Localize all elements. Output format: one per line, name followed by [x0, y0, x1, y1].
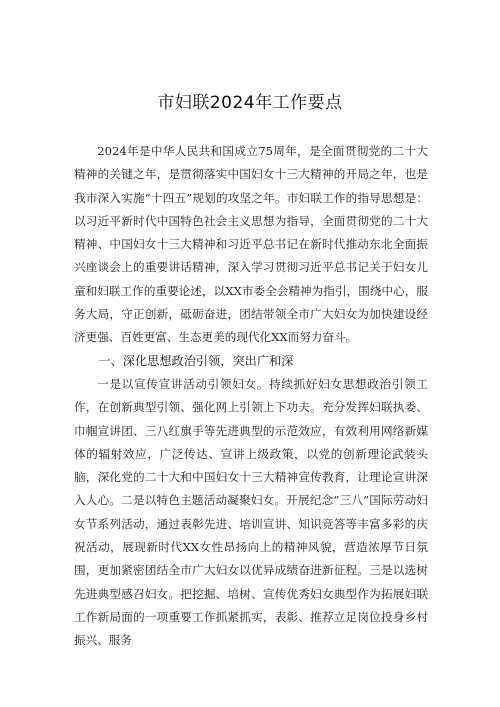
intro-paragraph: 2024年是中华人民共和国成立75周年，是全面贯彻党的二十大精神的关键之年，是贯彻落实中国妇女十三大精神的开局之年，也是我市深入实施“十四五”规划的攻坚之年。市妇联工作的指导思想是：以习近平新时代中国特色社会主义思想为指导，全面贯彻党的二十大精神、中国妇女十三大精神和习近平总书记在新时代推动东北全面振兴座谈会上的重要讲话精神，深入学习贯彻习近平总书记关于妇女儿童和妇联工作的重要论述，以XX市委全会精神为指引，围绕中心，服务大局，守正创新，砥砺奋进，团结带领全市广大妇女为加快建设经济更强、百姓更富、生态更美的现代化XX而努力奋斗。 [74, 144, 428, 345]
document-title: 市妇联2024年工作要点 [157, 93, 343, 113]
document-body [74, 140, 428, 653]
section-heading: 一、深化思想政治引领，突出广和深 [98, 353, 294, 368]
section-paragraph: 一是以宣传宣讲活动引领妇女。持续抓好妇女思想政治引领工作，在创新典型引领、强化网上引领上下功夫。充分发挥妇联执委、巾帼宣讲团、三八红旗手等先进典型的示范效应，有效利用网络新媒体的辐射效应，广泛传达、宣讲上级政策，以党的创新理论武装头脑，深化党的二十大和中国妇女十三大精神宣传教育，让理论宣讲深入人心。二是以特色主题活动凝聚妇女。开展纪念“三八”国际劳动妇女节系列活动，通过表彰先进、培训宣讲、知识竞答等丰富多彩的庆祝活动，展现新时代XX女性昂扬向上的精神风貌，营造浓厚节日氛围，更加紧密团结全市广大妇女以优异成绩奋进新征程。三是以选树先进典型感召妇女。把挖掘、培树、宣传优秀妇女典型作为拓展妇联工作新局面的一项重要工作抓紧抓实，表彰、推荐立足岗位投身乡村振兴、服务 [74, 376, 428, 648]
